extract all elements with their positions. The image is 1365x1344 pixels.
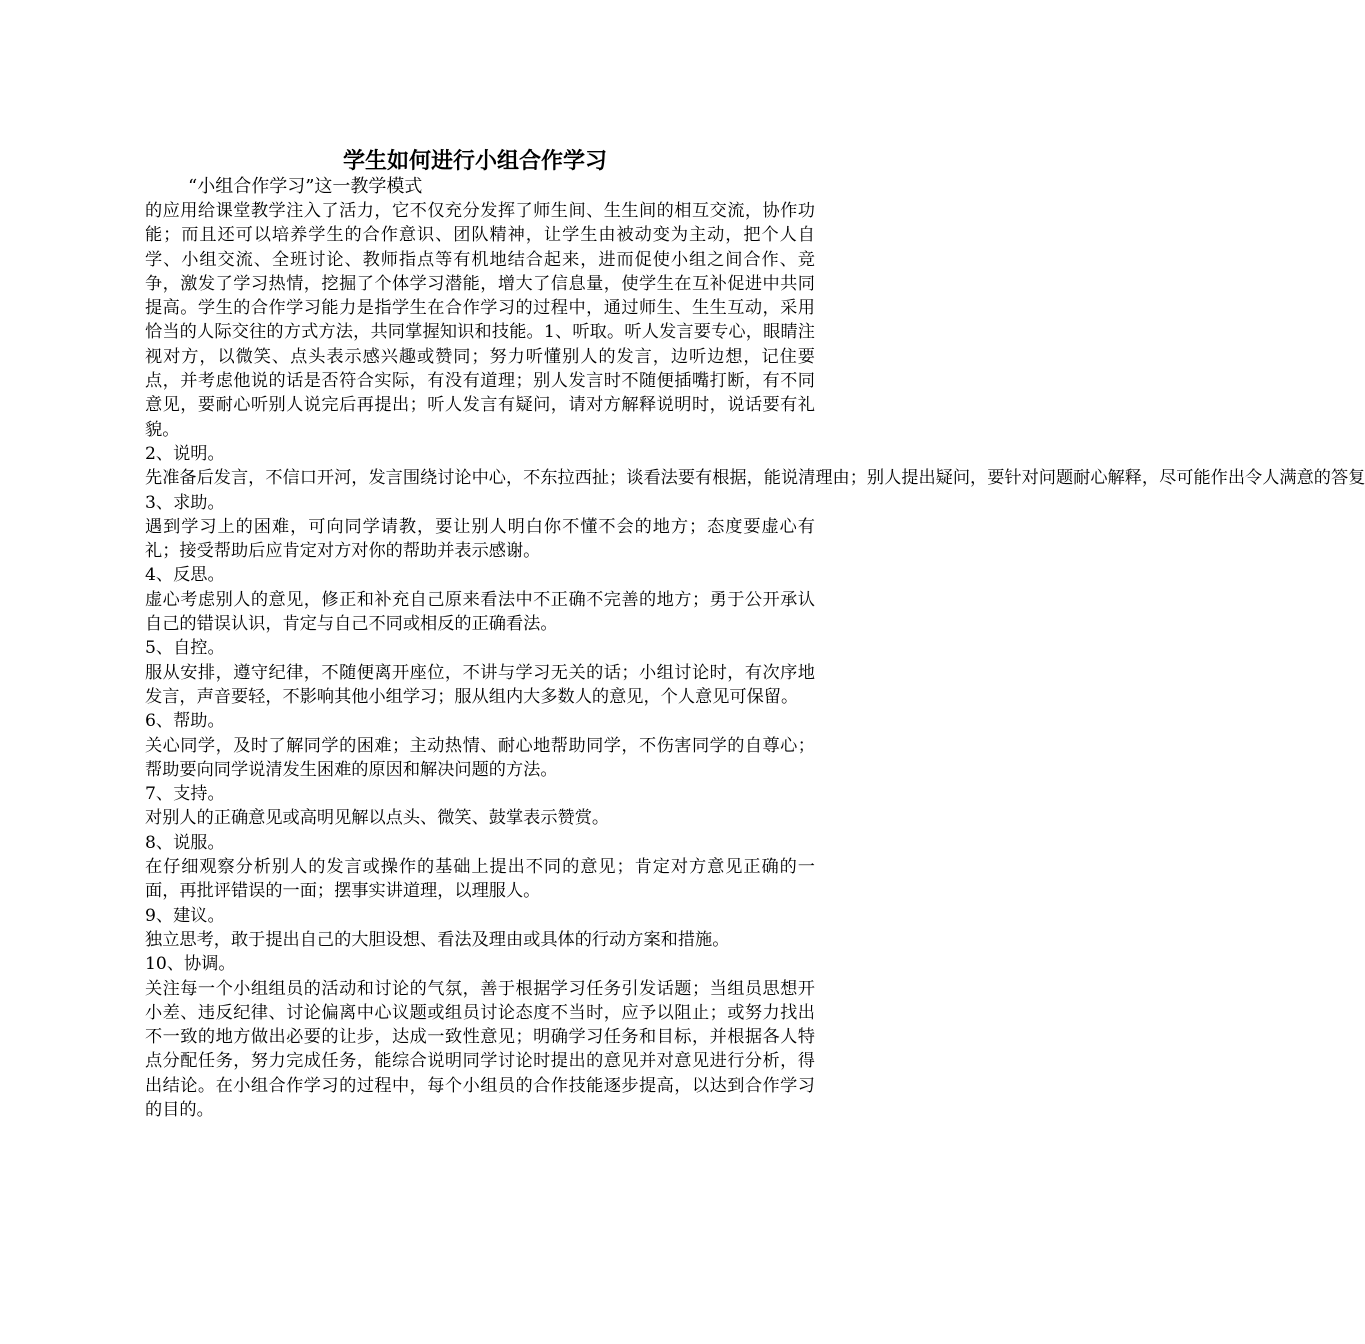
document-body xyxy=(145,199,1365,1122)
section-heading-7: 7、支持。 xyxy=(145,784,225,805)
section-heading-4: 4、反思。 xyxy=(145,565,225,586)
section-text-3: 遇到学习上的困难，可向同学请教，要让别人明白你不懂不会的地方；态度要虚心有礼；接受帮助后应肯定对方对你的帮助并表示感谢。 xyxy=(145,516,815,562)
section-text-9: 独立思考，敢于提出自己的大胆设想、看法及理由或具体的行动方案和措施。 xyxy=(145,929,730,950)
section-heading-10: 10、协调。 xyxy=(145,954,236,975)
section-text-10: 关注每一个小组组员的活动和讨论的气氛，善于根据学习任务引发话题；当组员思想开小差、违反纪律、讨论偏离中心议题或组员讨论态度不当时，应予以阻止；或努力找出不一致的地方做出必要的让步，达成一致性意见；明确学习任务和目标，并根据各人特点分配任务，努力完成任务，能综合说明同学讨论时提出的意见并对意见进行分析，得出结论。在小组合作学习的过程中，每个小组员的合作技能逐步提高，以达到合作学习的目的。 xyxy=(145,978,815,1120)
section-text-7: 对别人的正确意见或高明见解以点头、微笑、鼓掌表示赞赏。 xyxy=(145,808,610,829)
section-text-4: 虚心考虑别人的意见，修正和补充自己原来看法中不正确不完善的地方；勇于公开承认自己的错误认识，肯定与自己不同或相反的正确看法。 xyxy=(145,589,815,635)
section-heading-8: 8、说服。 xyxy=(145,832,225,853)
lead-line: “小组合作学习”这一教学模式 xyxy=(188,176,423,197)
section-text-5: 服从安排，遵守纪律，不随便离开座位，不讲与学习无关的话；小组讨论时，有次序地发言，声音要轻，不影响其他小组学习；服从组内大多数人的意见，个人意见可保留。 xyxy=(145,662,815,707)
intro-paragraph: 的应用给课堂教学注入了活力，它不仅充分发挥了师生间、生生间的相互交流，协作功能；而且还可以培养学生的合作意识、团队精神，让学生由被动变为主动，把个人自学、小组交流、全班讨论、教师指点等有机地结合起来，进而促使小组之间合作、竞争，激发了学习热情，挖掘了个体学习潜能，增大了信息量，使学生在互补促进中共同提高。学生的合作学习能力是指学生在合作学习的过程中，通过师生、生生互动，采用恰当的人际交往的方式方法，共同掌握知识和技能。1、听取。听人发言要专心，眼睛注视对方，以微笑、点头表示感兴趣或赞同；努力听懂别人的发言，边听边想，记住要点，并考虑他说的话是否符合实际，有没有道理；别人发言时不随便插嘴打断，有不同意见，要耐心听别人说完后再提出；听人发言有疑问，请对方解释说明时，说话要有礼貌。 xyxy=(145,201,815,440)
section-text-6: 关心同学，及时了解同学的困难；主动热情、耐心地帮助同学，不伤害同学的自尊心；帮助要向同学说清发生困难的原因和解决问题的方法。 xyxy=(145,735,815,780)
section-text-8: 在仔细观察分析别人的发言或操作的基础上提出不同的意见；肯定对方意见正确的一面，再批评错误的一面；摆事实讲道理，以理服人。 xyxy=(145,857,815,902)
section-heading-6: 6、帮助。 xyxy=(145,711,225,732)
section-heading-9: 9、建议。 xyxy=(145,905,225,926)
section-heading-3: 3、求助。 xyxy=(145,492,225,513)
document-title: 学生如何进行小组合作学习 xyxy=(342,148,607,174)
section-heading-5: 5、自控。 xyxy=(145,638,225,659)
section-text-2: 先准备后发言，不信口开河，发言围绕讨论中心，不东拉西扯；谈看法要有根据，能说清理由；别人提出疑问，要针对问题耐心解释，尽可能作出令人满意的答复 xyxy=(145,468,1365,489)
section-heading-2: 2、说明。 xyxy=(145,443,225,464)
